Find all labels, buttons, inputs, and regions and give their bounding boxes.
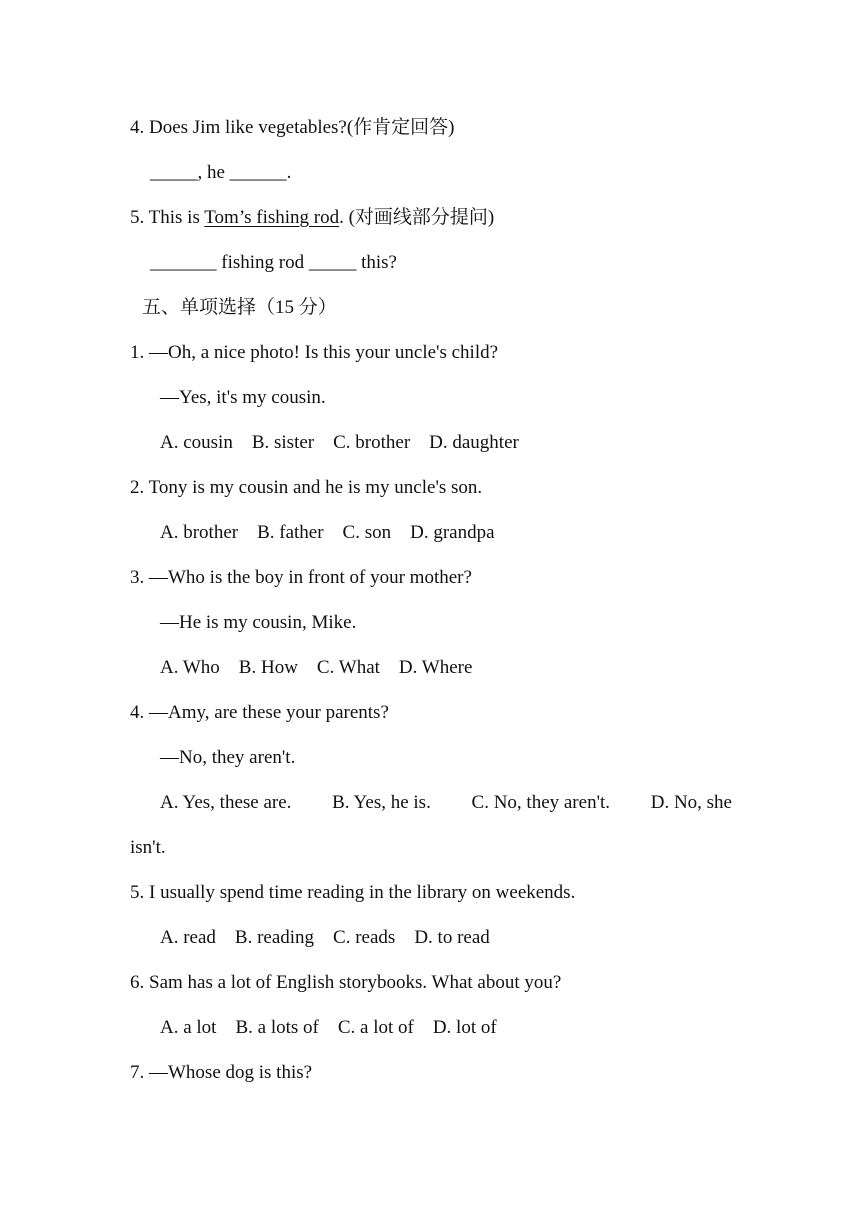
- s5-q2-options: A. brother B. father C. son D. grandpa: [160, 522, 495, 543]
- part4-q5-question: [130, 206, 494, 230]
- section5-heading: 五、单项选择（15 分）: [142, 297, 337, 318]
- part4-q5-answer: _______ fishing rod _____ this?: [150, 252, 397, 273]
- s5-q1-question: 1. —Oh, a nice photo! Is this your uncle's child?: [130, 342, 499, 363]
- s5-q6-question: 6. Sam has a lot of English storybooks. What about you?: [130, 972, 562, 993]
- part4-q5-prefix: 5. This is: [130, 207, 205, 228]
- s5-q3-question: 3. —Who is the boy in front of your mother?: [130, 567, 472, 588]
- s5-q3-reply: —He is my cousin, Mike.: [160, 612, 357, 633]
- s5-q4-question: 4. —Amy, are these your parents?: [130, 702, 389, 723]
- s5-q4-option-d: D. No, she: [650, 792, 732, 813]
- s5-q4-option-c: C. No, they aren't.: [471, 792, 611, 813]
- part4-q4-question: 4. Does Jim like vegetables?(作肯定回答): [130, 117, 455, 138]
- part4-q5-suffix: . (对画线部分提问): [339, 207, 495, 228]
- s5-q1-reply: —Yes, it's my cousin.: [160, 387, 326, 408]
- s5-q5-options: A. read B. reading C. reads D. to read: [160, 927, 490, 948]
- part4-q5-underlined: Tom’s fishing rod: [204, 207, 340, 228]
- s5-q2-question: 2. Tony is my cousin and he is my uncle's son.: [130, 477, 483, 498]
- s5-q4-option-a: A. Yes, these are.: [160, 792, 292, 813]
- s5-q7-question: 7. —Whose dog is this?: [130, 1062, 313, 1083]
- s5-q1-options: A. cousin B. sister C. brother D. daughter: [160, 432, 519, 453]
- s5-q4-option-d-continued: isn't.: [130, 837, 166, 858]
- s5-q4-reply: —No, they aren't.: [160, 747, 296, 768]
- s5-q6-options: A. a lot B. a lots of C. a lot of D. lot of: [160, 1017, 497, 1038]
- s5-q5-question: 5. I usually spend time reading in the library on weekends.: [130, 882, 576, 903]
- s5-q3-options: A. Who B. How C. What D. Where: [160, 657, 473, 678]
- s5-q4-options: [160, 791, 732, 815]
- s5-q4-option-b: B. Yes, he is.: [332, 792, 431, 813]
- part4-q4-answer: _____, he ______.: [150, 162, 292, 183]
